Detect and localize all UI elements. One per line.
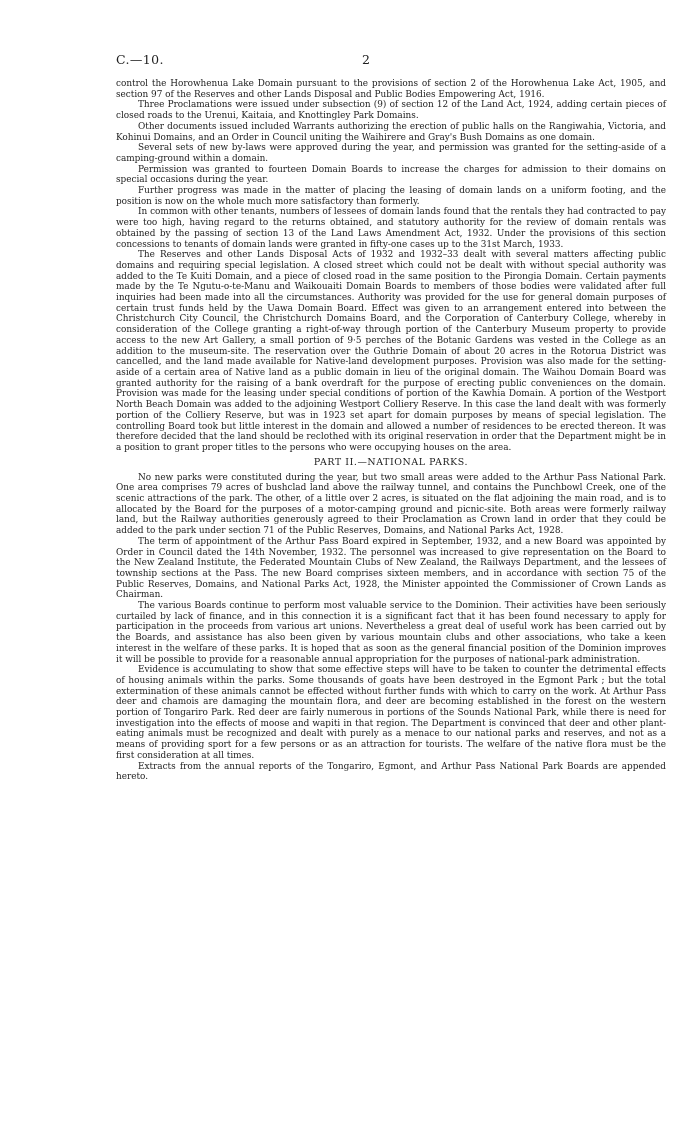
paragraph: The term of appointment of the Arthur Pass Board expired in September, 1932, and a new Board was appointed by Order in Council dated the 14th November, 1932. The personnel was increased to give representation on the Board to the New Zealand Institute, the Federated Mountain Clubs of New Zealand, the Railways Department, and the lessees of township sections at the Pass. The new Board comprises sixteen members, and in accordance with section 75 of the Public Reserves, Domains, and National Parks Act, 1928, the Minister appointed the Commissioner of Crown Lands as Chairman. xyxy=(116,536,666,601)
page-header xyxy=(116,52,666,68)
page-number: 2 xyxy=(362,52,370,67)
paragraph: The various Boards continue to perform most valuable service to the Dominion. Their activities have been seriously curtailed by lack of finance, and in this connection it is a significant fact that it has been found necessary to apply for participation in the proceeds from various art unions. Nevertheless a great deal of useful work has been carried out by the Boards, and assistance has also been given by various mountain clubs and other associations, who take a keen interest in the welfare of these parks. It is hoped that as soon as the general financial position of the Dominion improves it will be possible to provide for a reasonable annual appropriation for the purposes of national-park administration. xyxy=(116,601,666,665)
paragraph: Several sets of new by-laws were approved during the year, and permission was granted for the setting-aside of a camping-ground within a domain. xyxy=(116,143,666,164)
paragraph: Three Proclamations were issued under subsection (9) of section 12 of the Land Act, 1924, adding certain pieces of closed roads to the Urenui, Kaitaia, and Knottingley Park Domains. xyxy=(116,100,666,122)
paragraph: No new parks were constituted during the year, but two small areas were added to the Arthur Pass National Park. One area comprises 79 acres of bushclad land above the railway tunnel, and contains the Punchbowl Creek, one of the scenic attractions of the park. The other, of a little over 2 acres, is situated on the flat adjoining the main road, and is to allocated by the Board for the purposes of a motor-camping ground and picnic-site. Both areas were formerly railway land, but the Railway authorities generously agreed to their Proclamation as Crown land in order that they could be added to the park under section 71 of the Public Reserves, Domains, and National Parks Act, 1928. xyxy=(116,472,666,537)
paragraph: Other documents issued included Warrants authorizing the erection of public halls on the Rangiwahia, Victoria, and Kohinui Domains, and an Order in Council uniting the Waihirere and Gray's Bush Domains as one domain. xyxy=(116,121,666,143)
paragraph: The Reserves and other Lands Disposal Acts of 1932 and 1932–33 dealt with several matters affecting public domains and requiring special legislation. A closed street which could not be dealt with without special authority was added to the Te Kuiti Domain, and a piece of closed road in the same position to the Pirongia Domain. Certain payments made by the Te Ngutu-o-te-Manu and Waikouaiti Domain Boards to members of those bodies were validated after full inquiries had been made into all the circumstances. Authority was provided for the use for general domain purposes of certain trust funds held by the Uawa Domain Board. Effect was given to an arrangement entered into between the Christchurch City Council, the Christchurch Domains Board, and the Corporation of Canterbury College, whereby in consideration of the College granting a right-of-way through portion of the Canterbury Museum property to provide access to the new Art Gallery, a small portion of 9·5 perches of the Botanic Gardens was vested in the College as an addition to the museum-site. The reservation over the Guthrie Domain of about 20 acres in the Rotorua District was cancelled, and the land made available for Native-land development purposes. Provision was also made for the setting-aside of a certain area of Native land as a public domain in lieu of the original domain. The Waihou Domain Board was granted authority for the raising of a bank overdraft for the purpose of erecting public conveniences on the domain. Provision was made for the leasing under special conditions of portion of the Kawhia Domain. A portion of the Westport North Beach Domain was added to the adjoining Westport Colliery Reserve. In this case the land dealt with was formerly portion of the Colliery Reserve, but was in 1923 set apart for domain purposes by means of special legislation. The controlling Board took but little interest in the domain and allowed a number of residences to be erected thereon. It was therefore decided that the land should be reclothed with its original reservation in order that the Department might be in a position to grant proper titles to the persons who were occupying houses on the area. xyxy=(116,250,666,453)
paragraph: Further progress was made in the matter of placing the leasing of domain lands on a uniform footing, and the position is now on the whole much more satisfactory than formerly. xyxy=(116,186,666,207)
paragraph-continued: control the Horowhenua Lake Domain pursuant to the provisions of section 2 of the Horowhenua Lake Act, 1905, and section 97 of the Reserves and other Lands Disposal and Public Bodies Empowering Act, 1916. xyxy=(116,79,666,100)
paragraph: Extracts from the annual reports of the Tongariro, Egmont, and Arthur Pass National Park Boards are appended hereto. xyxy=(116,761,666,783)
document-reference: C.—10. xyxy=(116,52,164,67)
document-body xyxy=(116,79,666,783)
section-heading: PART II.—NATIONAL PARKS. xyxy=(313,456,469,468)
paragraph: Permission was granted to fourteen Domain Boards to increase the charges for admission to their domains on special occasions during the year. xyxy=(116,164,666,186)
paragraph: In common with other tenants, numbers of lessees of domain lands found that the rentals they had contracted to pay were too high, having regard to the returns obtained, and statutory authority for the review of domain rentals was obtained by the passing of section 13 of the Land Laws Amendment Act, 1932. Under the provisions of this section concessions to tenants of domain lands were granted in fifty-one cases up to the 31st March, 1933. xyxy=(116,207,666,250)
paragraph: Evidence is accumulating to show that some effective steps will have to be taken to counter the detrimental effects of housing animals within the parks. Some thousands of goats have been destroyed in the Egmont Park ; but the total extermination of these animals cannot be effected without further funds with which to carry on the work. At Arthur Pass deer and chamois are damaging the mountain flora, and deer are becoming established in the forest on the western portion of Tongariro Park. Red deer are fairly numerous in portions of the Sounds National Park, while there is need for investigation into the effects of moose and wapiti in that region. The Department is convinced that deer and other plant-eating animals must be recognized and dealt with purely as a menace to our national parks and reserves, and not as a means of providing sport for a few persons or as an attraction for tourists. The welfare of the native flora must be the first consideration at all times. xyxy=(116,665,666,761)
